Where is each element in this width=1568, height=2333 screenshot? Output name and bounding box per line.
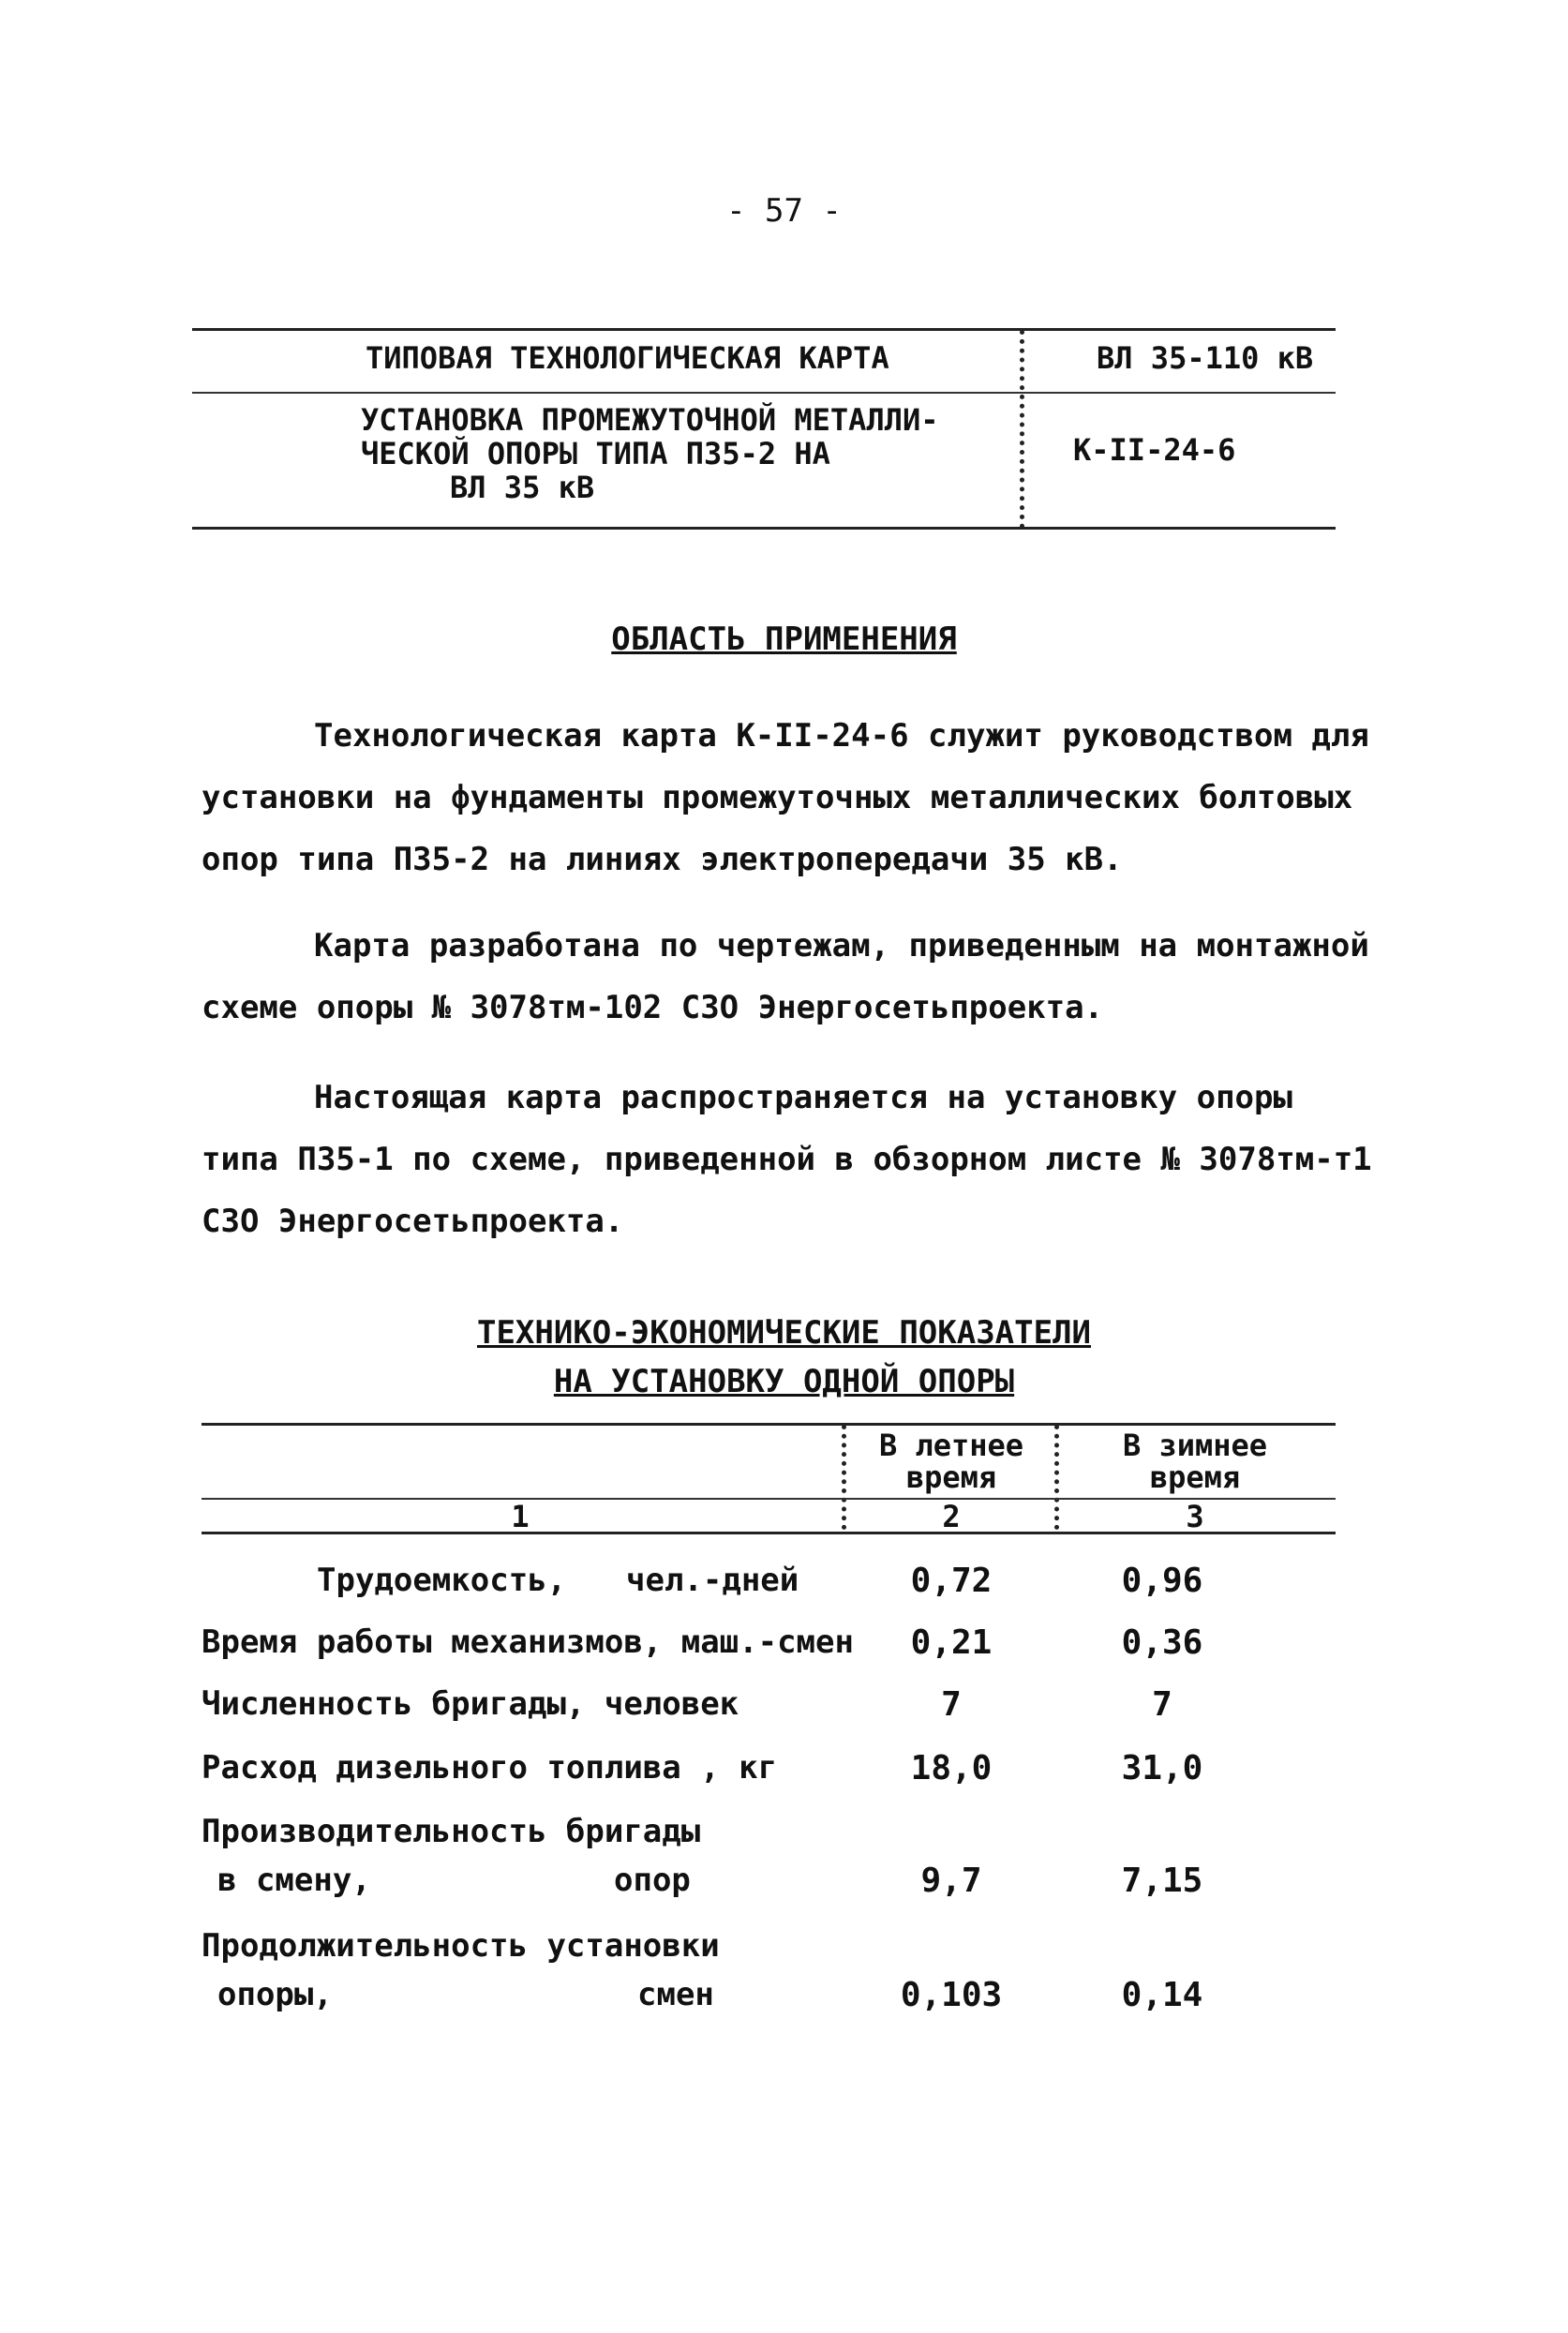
col-winter-line2: время	[1149, 1459, 1241, 1495]
row-productivity-label2: в смену,	[217, 1862, 371, 1899]
card-title-line3: ВЛ 35 кВ	[450, 470, 595, 505]
col-number-1: 1	[511, 1499, 530, 1534]
row-productivity-winter: 7,15	[1121, 1862, 1203, 1900]
indicators-title-line1: ТЕХНИКО-ЭКОНОМИЧЕСКИЕ ПОКАЗАТЕЛИ	[476, 1314, 1092, 1352]
row-productivity-unit: опор	[614, 1862, 691, 1899]
header-divider	[1020, 330, 1024, 529]
card-type: ТИПОВАЯ ТЕХНОЛОГИЧЕСКАЯ КАРТА	[366, 340, 889, 376]
row-labor-unit: чел.-дней	[626, 1562, 799, 1599]
scope-heading: ОБЛАСТЬ ПРИМЕНЕНИЯ	[611, 621, 957, 658]
col-summer-line1: В летнее	[878, 1428, 1024, 1463]
card-code: К-II-24-6	[1073, 432, 1236, 468]
header-bottom-rule	[192, 527, 1336, 530]
scope-p3-line1: Настоящая карта распространяется на установку опоры	[314, 1079, 1292, 1116]
scope-p3-line3: СЗО Энергосетьпроекта.	[202, 1203, 624, 1240]
row-crew-label: Численность бригады, человек	[202, 1685, 739, 1723]
table-divider-2	[1054, 1425, 1059, 1530]
card-title-line2: ЧЕСКОЙ ОПОРЫ ТИПА П35-2 НА	[361, 436, 830, 471]
col-winter-line1: В зимнее	[1122, 1428, 1268, 1463]
row-labor-winter: 0,96	[1121, 1562, 1203, 1600]
table-top-rule	[202, 1423, 1336, 1426]
header-middle-rule	[192, 392, 1336, 394]
indicators-title-line2: НА УСТАНОВКУ ОДНОЙ ОПОРЫ	[553, 1363, 1015, 1400]
row-crew-winter: 7	[1152, 1685, 1172, 1724]
row-labor-label: Трудоемкость,	[317, 1562, 567, 1599]
row-fuel-winter: 31,0	[1121, 1749, 1203, 1787]
row-productivity-summer: 9,7	[920, 1862, 982, 1900]
row-crew-summer: 7	[941, 1685, 962, 1724]
card-title-line1: УСТАНОВКА ПРОМЕЖУТОЧНОЙ МЕТАЛЛИ-	[361, 402, 939, 438]
col-summer-line2: время	[905, 1459, 997, 1495]
scope-p2-line2: схеме опоры № 3078тм-102 СЗО Энергосетьпроекта.	[202, 989, 1104, 1026]
row-fuel-label: Расход дизельного топлива , кг	[202, 1749, 778, 1787]
row-productivity-label: Производительность бригады	[202, 1813, 701, 1850]
col-number-2: 2	[942, 1499, 961, 1534]
row-machines-winter: 0,36	[1121, 1623, 1203, 1662]
header-top-rule	[192, 328, 1336, 331]
table-divider-1	[842, 1425, 846, 1530]
row-labor-summer: 0,72	[910, 1562, 993, 1600]
row-duration-label: Продолжительность установки	[202, 1927, 720, 1965]
table-numbers-rule	[202, 1532, 1336, 1534]
scope-p3-line2: типа П35-1 по схеме, приведенной в обзорном листе № 3078тм-т1	[202, 1141, 1372, 1178]
row-machines-label: Время работы механизмов, маш.-смен	[202, 1623, 854, 1661]
row-duration-winter: 0,14	[1121, 1976, 1203, 2014]
scope-p1-line3: опор типа П35-2 на линиях электропередачи 35 кВ.	[202, 841, 1123, 878]
scope-p1-line1: Технологическая карта К-II-24-6 служит руководством для	[314, 717, 1369, 755]
page-number: - 57 -	[726, 192, 842, 230]
row-fuel-summer: 18,0	[910, 1749, 993, 1787]
voltage-range: ВЛ 35-110 кВ	[1097, 340, 1314, 376]
row-duration-summer: 0,103	[900, 1976, 1003, 2014]
row-duration-label2: опоры,	[217, 1976, 333, 2013]
scope-p1-line2: установки на фундаменты промежуточных металлических болтовых	[202, 779, 1353, 816]
row-duration-unit: смен	[637, 1976, 714, 2013]
col-number-3: 3	[1186, 1499, 1204, 1534]
row-machines-summer: 0,21	[910, 1623, 993, 1662]
scope-p2-line1: Карта разработана по чертежам, приведенным на монтажной	[314, 927, 1369, 965]
